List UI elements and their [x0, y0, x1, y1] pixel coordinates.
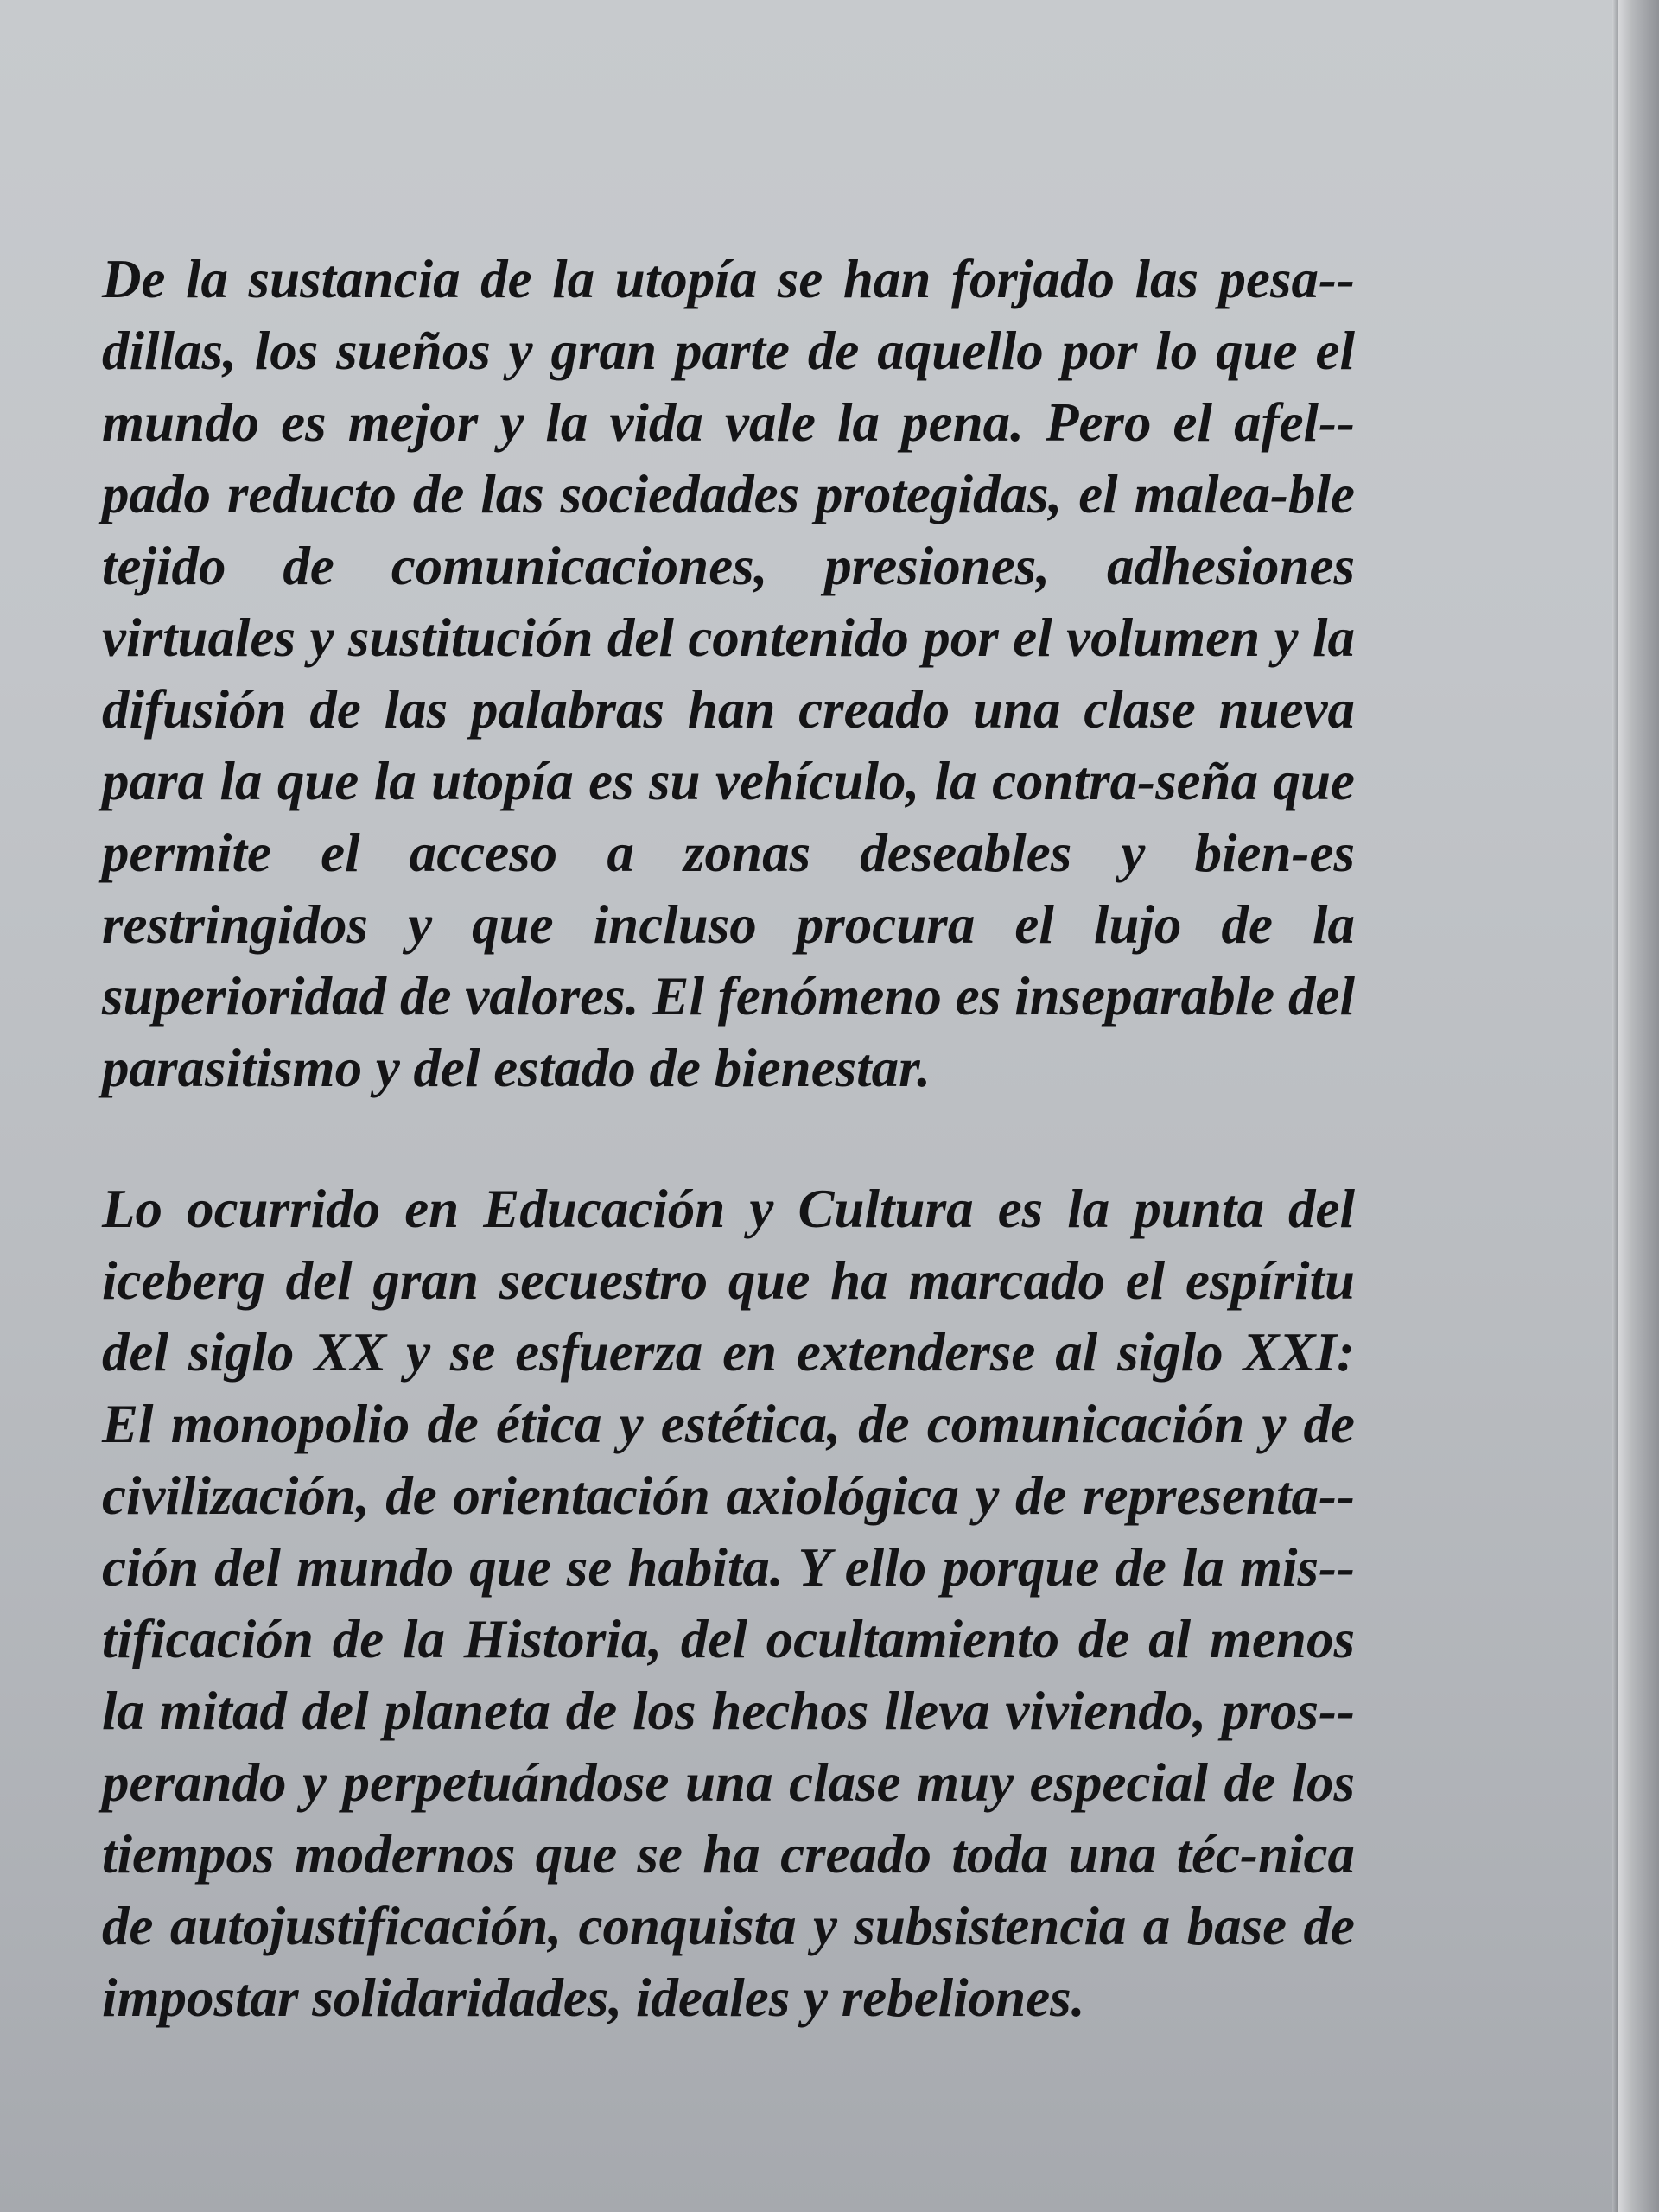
- page-edge: [1618, 0, 1659, 2212]
- blurb-paragraph-1: De la sustancia de la utopía se han forjado las pesa-dillas, los sueños y gran parte de aquello por lo que el mundo es mejor y la vida vale la pena. Pero el afel-pado reducto de las sociedades protegidas, el malea-ble tejido de comunicaciones, presiones, adhesiones virtuales y sustitución del contenido por el volumen y la difusión de las palabras han creado una clase nueva para la que la utopía es su vehículo, la contra-seña que permite el acceso a zonas deseables y bien-es restringidos y que incluso procura el lujo de la superioridad de valores. El fenómeno es inseparable del parasitismo y del estado de bienestar.: [102, 249, 1355, 1098]
- back-cover-blurb: [102, 244, 1355, 2034]
- blurb-paragraph-2: Lo ocurrido en Educación y Cultura es la punta del iceberg del gran secuestro que ha marcado el espíritu del siglo XX y se esfuerza en extenderse al siglo XXI: El monopolio de ética y estética, de comunicación y de civilización, de orientación axiológica y de representa-ción del mundo que se habita. Y ello porque de la mis-tificación de la Historia, del ocultamiento de al menos la mitad del planeta de los hechos lleva viviendo, pros-perando y perpetuándose una clase muy especial de los tiempos modernos que se ha creado toda una téc-nica de autojustificación, conquista y subsistencia a base de impostar solidaridades, ideales y rebeliones.: [102, 1179, 1355, 2028]
